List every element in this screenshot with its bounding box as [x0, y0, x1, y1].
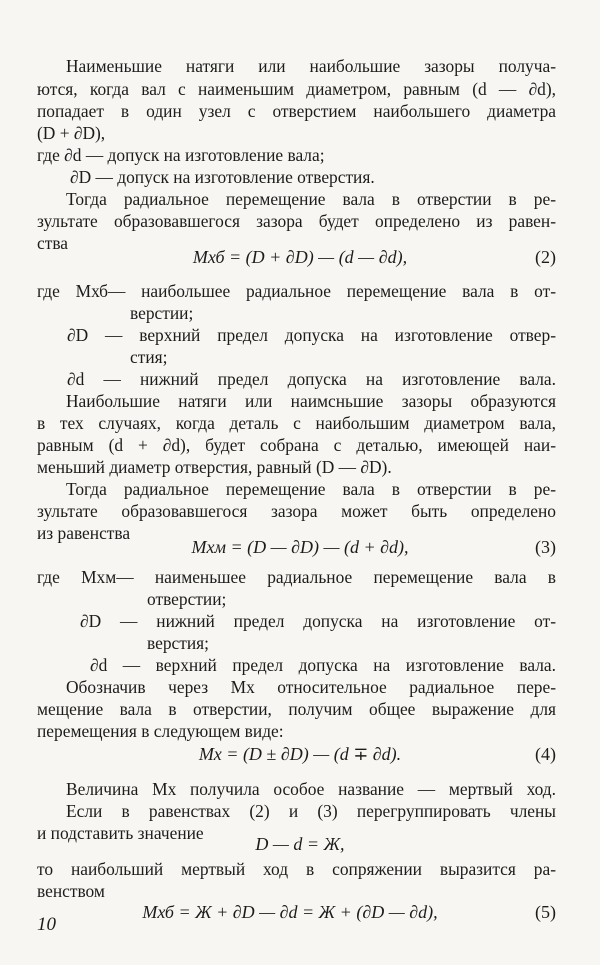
- paragraph-7-line-1: то наибольший мертвый ход в сопряжении выразится ра-: [37, 859, 556, 879]
- paragraph-5-line-1: Обозначив через Mx относительное радиальное пере-: [66, 677, 556, 697]
- definition-2-line-1: где Mхб— наибольшее радиальное перемещение вала в от-: [37, 281, 556, 301]
- equation-3-number: (3): [535, 537, 556, 557]
- paragraph-1-line-1: Наименьшие натяги или наибольшие зазоры получа-: [66, 56, 556, 76]
- paragraph-1-line-2: ются, когда вал с наименьшим диаметром, равным (d — ∂d),: [37, 79, 556, 99]
- paragraph-3-line-2: в тех случаях, когда деталь с наибольшим диаметром вала,: [37, 413, 556, 433]
- paragraph-6-line-3: и подставить значение: [37, 823, 204, 843]
- paragraph-6-line-2: Если в равенствах (2) и (3) перегруппировать члены: [66, 801, 556, 821]
- paragraph-3-line-1: Наибольшие натяги или наимсньшие зазоры образуются: [66, 391, 556, 411]
- equation-5: Mхб = Ж + ∂D — ∂d = Ж + (∂D — ∂d),: [142, 902, 438, 922]
- paragraph-2-line-3: ства: [37, 233, 69, 253]
- paragraph-2-line-1: Тогда радиальное перемещение вала в отверстии в ре-: [66, 189, 556, 209]
- definition-3-line-3: ∂D — нижний предел допуска на изготовление от-: [80, 611, 556, 631]
- paragraph-2-line-2: зультате образовавшегося зазора будет определено из равен-: [37, 211, 556, 231]
- definition-3-line-2: отверстии;: [147, 589, 227, 609]
- equation-4: Mx = (D ± ∂D) — (d ∓ ∂d).: [198, 744, 402, 764]
- equation-3: Mхм = (D — ∂D) — (d + ∂d),: [191, 537, 409, 557]
- definition-2-line-5: ∂d — нижний предел допуска на изготовление вала.: [67, 369, 556, 389]
- paragraph-7-line-2: венством: [37, 881, 105, 901]
- equation-2-number: (2): [535, 247, 556, 267]
- equation-4-number: (4): [535, 744, 556, 764]
- paragraph-1-line-3: попадает в один узел с отверстием наибольшего диаметра: [37, 101, 556, 121]
- equation-substitution: D — d = Ж,: [255, 834, 345, 854]
- equation-5-number: (5): [535, 902, 556, 922]
- definition-3-line-4: верстия;: [147, 633, 209, 653]
- equation-2: Mхб = (D + ∂D) — (d — ∂d),: [192, 247, 408, 267]
- paragraph-5-line-2: мещение вала в отверстии, получим общее выражение для: [37, 699, 556, 719]
- paragraph-4-line-1: Тогда радиальное перемещение вала в отверстии в ре-: [66, 479, 556, 499]
- definition-3-line-5: ∂d — верхний предел допуска на изготовление вала.: [90, 655, 556, 675]
- definition-2-line-4: стия;: [130, 347, 168, 367]
- paragraph-3-line-3: равным (d + ∂d), будет собрана с деталью, имеющей наи-: [37, 435, 556, 455]
- definition-2-line-2: верстии;: [130, 303, 194, 323]
- paragraph-5-line-3: перемещения в следующем виде:: [37, 721, 284, 741]
- definition-3-line-1: где Mхм— наименьшее радиальное перемещение вала в: [37, 567, 556, 587]
- definition-1-line-1: где ∂d — допуск на изготовление вала;: [37, 145, 325, 165]
- paragraph-6-line-1: Величина Mx получила особое название — мертвый ход.: [66, 779, 556, 799]
- paragraph-4-line-3: из равенства: [37, 523, 131, 543]
- definition-1-line-2: ∂D — допуск на изготовление отверстия.: [70, 167, 375, 187]
- paragraph-4-line-2: зультате образовавшегося зазора может быть определено: [37, 501, 556, 521]
- paragraph-1-line-4: (D + ∂D),: [37, 123, 106, 143]
- page-number: 10: [37, 914, 56, 935]
- paragraph-3-line-4: меньший диаметр отверстия, равный (D — ∂D).: [37, 457, 392, 477]
- definition-2-line-3: ∂D — верхний предел допуска на изготовление отвер-: [67, 325, 556, 345]
